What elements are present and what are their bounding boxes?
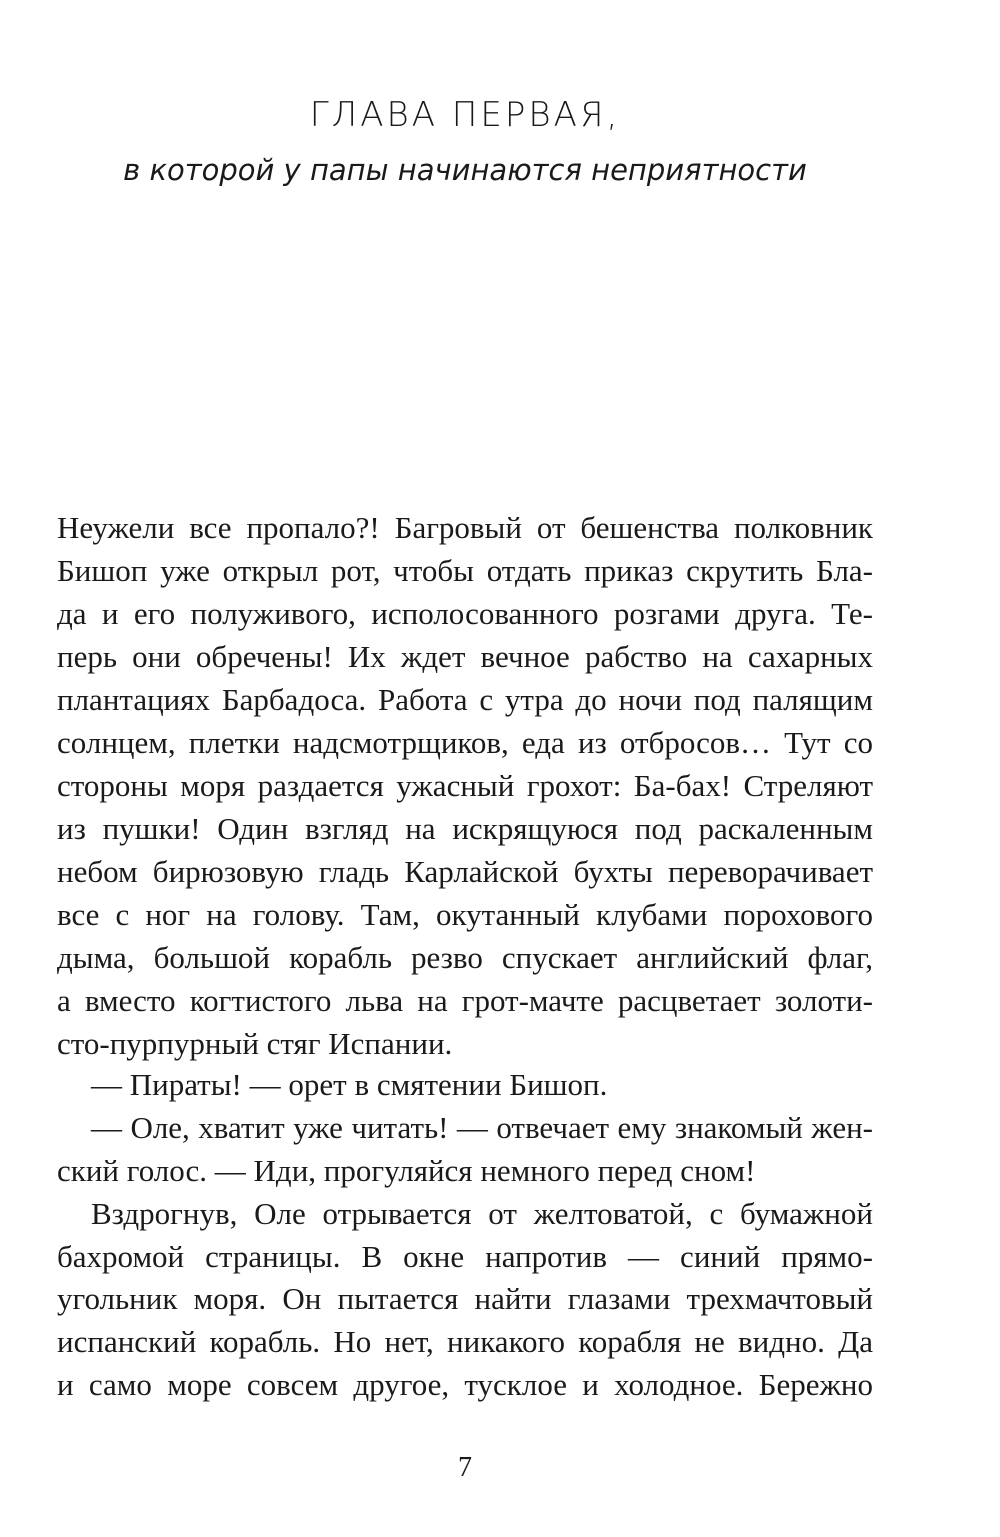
text-line: да и его полуживого, исполосованного розгами друга. Те- — [57, 596, 873, 631]
text-line: небом бирюзовую гладь Карлайской бухты переворачивает — [57, 854, 873, 889]
chapter-title: ГЛАВА ПЕРВАЯ, — [309, 95, 621, 135]
text-line: — Пираты! — орет в смятении Бишоп. — [91, 1067, 608, 1102]
text-line: Неужели все пропало?! Багровый от бешенства полковник — [57, 510, 873, 545]
page-number: 7 — [458, 1452, 472, 1483]
text-line: и само море совсем другое, тусклое и холодное. Бережно — [57, 1367, 873, 1402]
text-line: стороны моря раздается ужасный грохот: Ба-бах! Стреляют — [57, 768, 873, 803]
text-line: сто-пурпурный стяг Испании. — [57, 1026, 453, 1061]
text-line: солнцем, плетки надсмотрщиков, еда из отбросов… Тут со — [57, 725, 873, 760]
text-line: плантациях Барбадоса. Работа с утра до ночи под палящим — [57, 682, 873, 717]
text-line: угольник моря. Он пытается найти глазами трехмачтовый — [57, 1281, 873, 1316]
text-line: перь они обречены! Их ждет вечное рабство на сахарных — [57, 639, 873, 674]
chapter-subtitle: в которой у папы начинаются неприятности — [123, 153, 807, 187]
text-line: ский голос. — Иди, прогуляйся немного перед сном! — [57, 1153, 756, 1188]
text-line: Бишоп уже открыл рот, чтобы отдать приказ скрутить Бла- — [57, 553, 873, 588]
text-line: Вздрогнув, Оле отрывается от желтоватой, с бумажной — [91, 1196, 873, 1231]
text-line: все с ног на голову. Там, окутанный клубами порохового — [57, 897, 873, 932]
text-line: дыма, большой корабль резво спускает английский флаг, — [57, 940, 873, 975]
text-line: — Оле, хватит уже читать! — отвечает ему знакомый жен- — [91, 1110, 873, 1145]
text-line: из пушки! Один взгляд на искрящуюся под раскаленным — [57, 811, 873, 846]
text-line: а вместо когтистого льва на грот-мачте расцветает золоти- — [57, 983, 873, 1018]
text-line: бахромой страницы. В окне напротив — синий прямо- — [57, 1239, 873, 1274]
text-line: испанский корабль. Но нет, никакого корабля не видно. Да — [57, 1324, 873, 1359]
